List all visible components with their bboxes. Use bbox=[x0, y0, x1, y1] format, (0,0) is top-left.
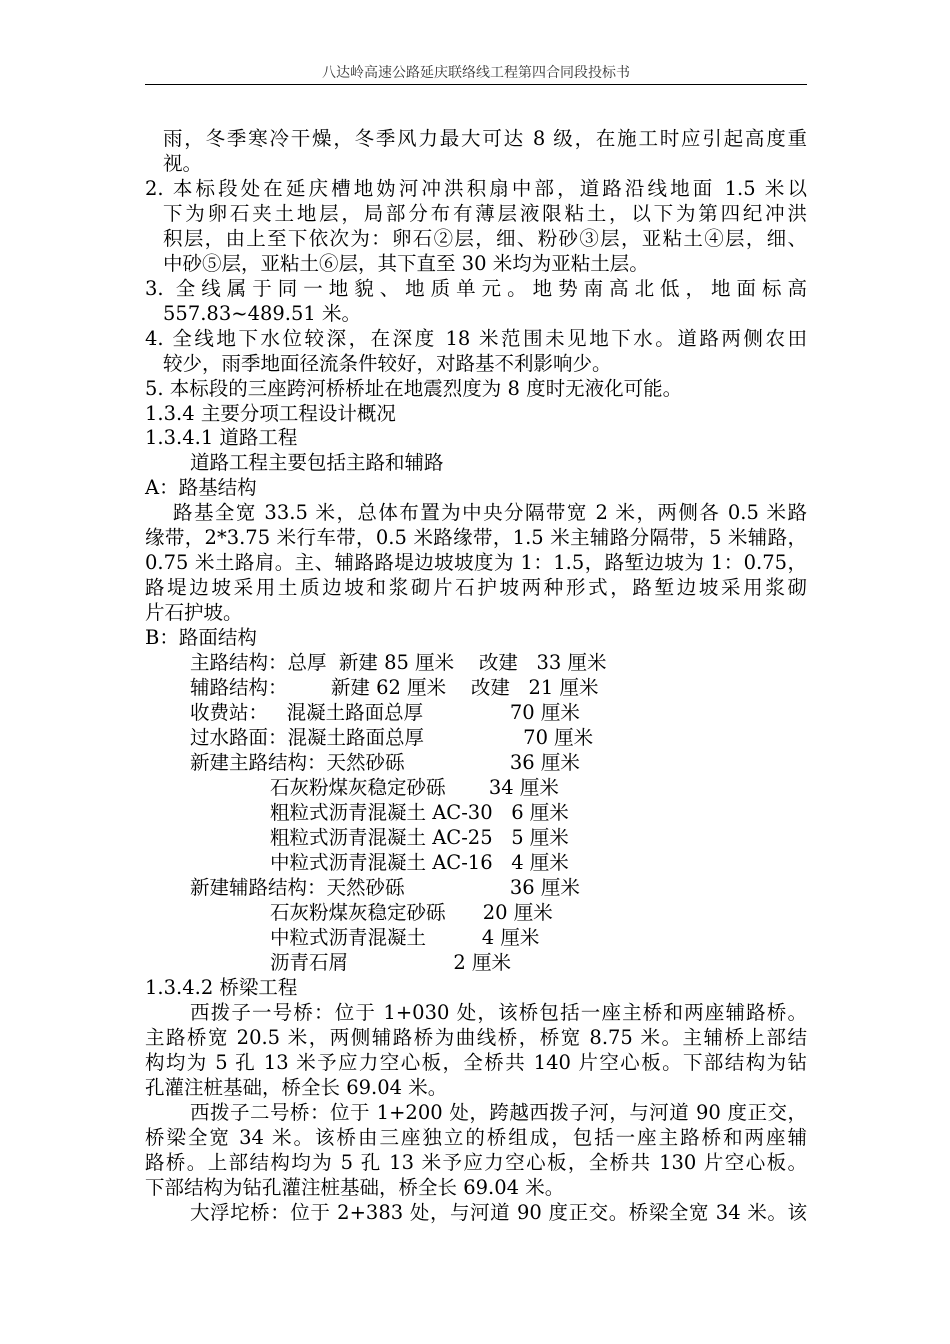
body-line bbox=[173, 500, 807, 525]
body-line: 道路工程主要包括主路和辅路 bbox=[190, 451, 444, 474]
subsection-heading: 1.3.4.2 桥梁工程 bbox=[145, 976, 298, 999]
body-line-text: 4. 全线地下水位较深，在深度 18 米范围未见地下水。道路两侧农田 bbox=[145, 327, 807, 350]
body-line: 片石护坡。 bbox=[145, 601, 243, 624]
spec-line: 过水路面：混凝土路面总厚 70 厘米 bbox=[190, 726, 594, 749]
spec-line: 粗粒式沥青混凝土 AC-30 6 厘米 bbox=[270, 801, 569, 824]
body-line-text: 路堤边坡采用土质边坡和浆砌片石护坡两种形式，路堑边坡采用浆砌 bbox=[145, 576, 807, 599]
body-line-text: 下为卵石夹土地层，局部分布有薄层液限粘土，以下为第四纪冲洪 bbox=[163, 202, 807, 225]
item-heading: B：路面结构 bbox=[145, 626, 257, 649]
spec-line: 新建主路结构：天然砂砾 36 厘米 bbox=[190, 751, 580, 774]
body-line-text: 构均为 5 孔 13 米予应力空心板，全桥共 140 片空心板。下部结构为钻 bbox=[145, 1051, 807, 1074]
body-line-text: 西拨子一号桥：位于 1+030 处，该桥包括一座主桥和两座辅路桥。 bbox=[190, 1001, 807, 1024]
body-line-text: 雨，冬季寒冷干燥，冬季风力最大可达 8 级，在施工时应引起高度重 bbox=[163, 127, 807, 150]
section-heading: 1.3.4 主要分项工程设计概况 bbox=[145, 402, 396, 425]
body-line-text: 路基全宽 33.5 米，总体布置为中央分隔带宽 2 米，两侧各 0.5 米路 bbox=[173, 501, 807, 524]
body-line bbox=[145, 575, 807, 600]
body-line-text: 2. 本标段处在延庆槽地妫河冲洪积扇中部，道路沿线地面 1.5 米以 bbox=[145, 177, 807, 200]
body-line bbox=[145, 550, 807, 575]
body-line-text: 0.75 米土路肩。主、辅路路堤边坡坡度为 1：1.5，路堑边坡为 1：0.75， bbox=[145, 551, 807, 574]
body-line bbox=[145, 276, 807, 301]
spec-line: 石灰粉煤灰稳定砂砾 34 厘米 bbox=[270, 776, 559, 799]
spec-line: 收费站： 混凝土路面总厚 70 厘米 bbox=[190, 701, 580, 724]
body-line: 孔灌注桩基础，桥全长 69.04 米。 bbox=[145, 1076, 448, 1099]
body-line bbox=[145, 1050, 807, 1075]
body-line-text: 3. 全线属于同一地貌、地质单元。地势南高北低，地面标高 bbox=[145, 277, 807, 300]
body-line-text: 大浮坨桥：位于 2+383 处，与河道 90 度正交。桥梁全宽 34 米。该 bbox=[190, 1201, 807, 1224]
spec-line: 辅路结构： 新建 62 厘米 改建 21 厘米 bbox=[190, 676, 599, 699]
body-line bbox=[163, 226, 807, 251]
body-line bbox=[145, 1125, 807, 1150]
body-line-text: 西拨子二号桥：位于 1+200 处，跨越西拨子河，与河道 90 度正交， bbox=[190, 1101, 807, 1124]
body-line: 较少，雨季地面径流条件较好，对路基不利影响少。 bbox=[163, 352, 612, 375]
body-line bbox=[145, 176, 807, 201]
body-line-text: 路桥。上部结构均为 5 孔 13 米予应力空心板，全桥共 130 片空心板。 bbox=[145, 1151, 807, 1174]
body-line: 视。 bbox=[163, 152, 203, 175]
body-line-text: 积层，由上至下依次为：卵石②层，细、粉砂③层，亚粘土④层，细、 bbox=[163, 227, 807, 250]
spec-line: 主路结构：总厚 新建 85 厘米 改建 33 厘米 bbox=[190, 651, 607, 674]
body-line: 557.83~489.51 米。 bbox=[163, 302, 361, 325]
body-line: 下部结构为钻孔灌注桩基础，桥全长 69.04 米。 bbox=[145, 1176, 565, 1199]
body-line-text: 主路桥宽 20.5 米，两侧辅路桥为曲线桥，桥宽 8.75 米。主辅桥上部结 bbox=[145, 1026, 807, 1049]
body-line bbox=[190, 1000, 807, 1025]
body-line: 中砂⑤层，亚粘土⑥层，其下直至 30 米均为亚粘土层。 bbox=[163, 252, 649, 275]
body-line-text: 缘带，2*3.75 米行车带，0.5 米路缘带，1.5 米主辅路分隔带，5 米辅路， bbox=[145, 526, 807, 549]
body-line bbox=[190, 1100, 807, 1125]
spec-line: 中粒式沥青混凝土 AC-16 4 厘米 bbox=[270, 851, 569, 874]
body-line bbox=[145, 1150, 807, 1175]
spec-line: 粗粒式沥青混凝土 AC-25 5 厘米 bbox=[270, 826, 569, 849]
body-line bbox=[190, 1200, 807, 1225]
spec-line: 沥青石屑 2 厘米 bbox=[270, 951, 511, 974]
body-line-text: 桥梁全宽 34 米。该桥由三座独立的桥组成，包括一座主路桥和两座辅 bbox=[145, 1126, 807, 1149]
item-heading: A：路基结构 bbox=[145, 476, 257, 499]
body-line: 5. 本标段的三座跨河桥桥址在地震烈度为 8 度时无液化可能。 bbox=[145, 377, 683, 400]
body-line bbox=[163, 126, 807, 151]
page-header-title: 八达岭高速公路延庆联络线工程第四合同段投标书 bbox=[322, 65, 630, 81]
body-line bbox=[145, 326, 807, 351]
spec-line: 石灰粉煤灰稳定砂砾 20 厘米 bbox=[270, 901, 553, 924]
header-divider bbox=[145, 84, 807, 85]
body-line bbox=[145, 525, 807, 550]
subsection-heading: 1.3.4.1 道路工程 bbox=[145, 426, 298, 449]
spec-line: 新建辅路结构：天然砂砾 36 厘米 bbox=[190, 876, 580, 899]
spec-line: 中粒式沥青混凝土 4 厘米 bbox=[270, 926, 540, 949]
body-line bbox=[163, 201, 807, 226]
body-line bbox=[145, 1025, 807, 1050]
